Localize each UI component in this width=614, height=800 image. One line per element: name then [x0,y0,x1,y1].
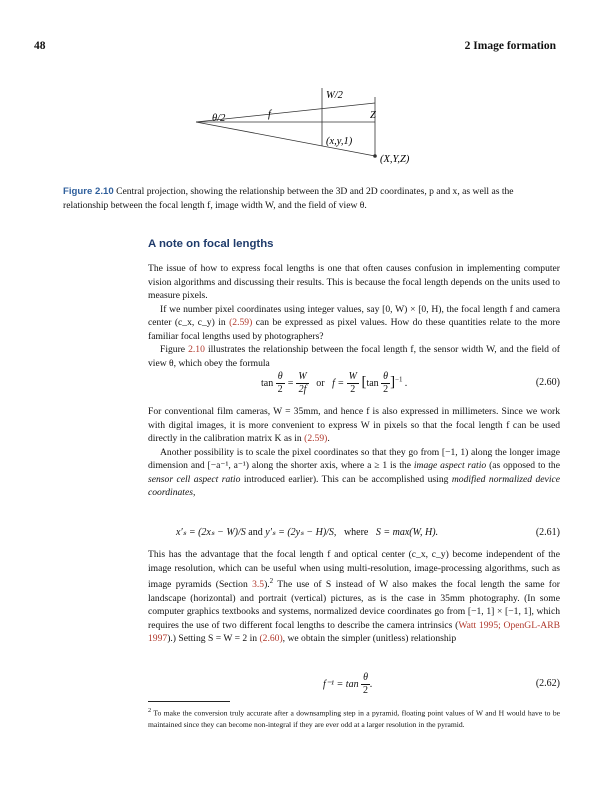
eq-ref-link[interactable]: (2.60) [259,633,283,645]
central-projection-diagram [0,0,614,180]
footnote: $^2$ To make the conversion truly accurate after a downsampling step in a pyramid, floating point values of W and H would have to be maintained since they can become non-integral if they are ever odd at a larger resolution in the pyramid. [148,707,561,729]
paragraph: This has the advantage that the focal length f and optical center (c_x, c_y) become independent of the image resolution, which can be useful when using multi-resolution, image-processing algorithms, such as image pyramids (Section 3.5).$^2$ The use of S instead of W also makes the focal length the same for landscape (horizontal) and portrait (vertical) pictures, as is the case in 35mm photography. (In some computer graphics textbooks and systems, normalized device coordinates go from [−1, 1] × [−1, 1], which requires the use of two different focal lengths to describe the camera intrinsics (Watt 1995; OpenGL-ARB 1997).) Setting S = W = 2 in (2.60), we obtain the simpler (unitless) relationship [148,549,561,645]
body-block-1 [148,262,560,370]
half-width-label: W/2 [326,90,343,101]
eq-ref-link[interactable]: (2.59) [304,433,328,444]
eq-ref-link[interactable]: (2.59) [229,317,253,328]
caption-text: Central projection, showing the relationship between the 3D and 2D coordinates, p and x, as well as the relationship between the focal length f, image width W, and the field of view θ. [63,186,514,211]
figure-caption [63,185,560,212]
world-point-label: (X,Y,Z) [380,154,410,165]
paragraph: Figure 2.10 illustrates the relationship between the focal length f, the sensor width W, and the field of view θ, which obey the formula [148,344,560,369]
image-point-label: (x,y,1) [326,136,353,147]
paragraph: For conventional film cameras, W = 35mm, and hence f is also expressed in millimeters. Since we work with digital images, it is more convenient to express W in pixels so that the focal length f can be used directly in the calibration matrix K as in (2.59). [148,406,560,444]
equation-2-60: tan $\frac{\theta}{2}$ = $\frac{W}{2f}$ or f = $\frac{W}{2}$ [tan $\frac{\theta}{2}$ ]$^{-1}$ . (2.60) [261,371,560,395]
equation-number: (2.61) [535,527,560,538]
equation-number: (2.60) [535,377,560,388]
paragraph: The issue of how to express focal lengths is one that often causes confusion in implementing computer vision algorithms and discussing their results. This is because the focal length depends on the units used to measure pixels. [148,263,560,301]
equation-2-62: f⁻¹ = tan $\frac{\theta}{2}$ . (2.62) [323,672,560,696]
paragraph: Another possibility is to scale the pixel coordinates so that they go from [−1, 1) along the longer image dimension and [−a⁻¹, a⁻¹) along the shorter axis, where a ≥ 1 is the image aspect ratio (as opposed to the sensor cell aspect ratio introduced earlier). This can be accomplished using modified normalized device coordinates, [148,446,561,498]
equation-2-61: x′ₛ = (2xₛ − W)/S and y′ₛ = (2yₛ − H)/S, where S = max(W, H). (2.61) [176,527,560,538]
section-ref-link[interactable]: 3.5 [252,579,265,591]
half-angle-label: θ/2 [212,113,226,124]
chapter-title: 2 Image formation [464,40,556,52]
footnote-rule [148,701,230,702]
focal-label: f [268,109,271,120]
equation-number: (2.62) [535,678,560,689]
body-block-2 [148,405,560,500]
world-point-marker [373,154,377,158]
citation-link[interactable]: Watt 1995; OpenGL-ARB 1997 [148,619,561,645]
depth-label: Z [370,110,376,121]
section-title: A note on focal lengths [148,238,274,250]
paragraph: If we number pixel coordinates using integer values, say [0, W) × [0, H), the focal length f and camera center (c_x, c_y) in (2.59) can be expressed as pixel values. How do these quantities relate to the more familiar focal lengths used by photographers? [148,303,560,342]
caption-label: Figure 2.10 [63,186,114,197]
figure-ref-link[interactable]: 2.10 [188,344,205,355]
body-block-3 [148,548,560,646]
page-number: 48 [34,40,46,52]
